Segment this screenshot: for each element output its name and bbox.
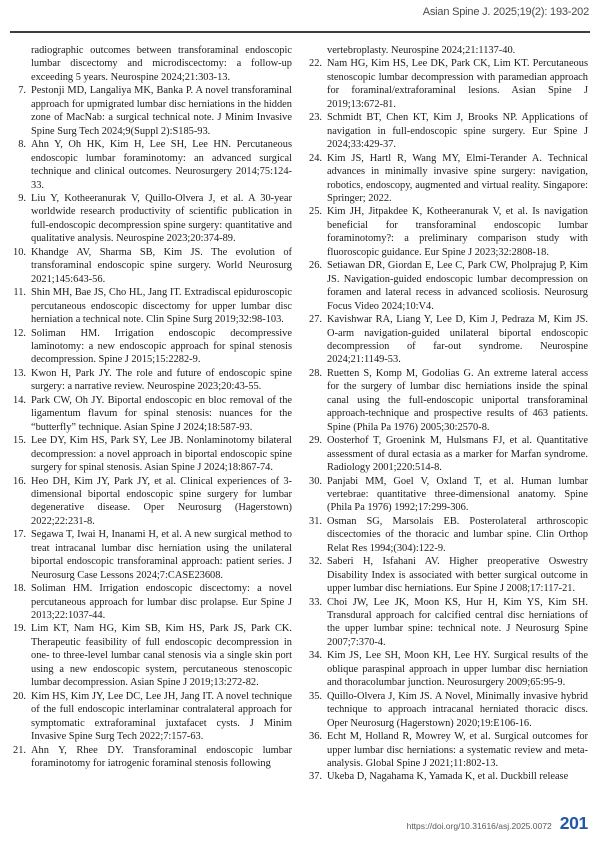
reference-item <box>11 475 292 529</box>
reference-number: 8. <box>18 139 26 151</box>
reference-number: 17. <box>13 529 26 541</box>
reference-text: Pestonji MD, Langaliya MK, Banka P. A novel transforaminal approach for upmigrated lumbar disc herniations in the hidden zone of MacNab: a surgical technical note. J Minim Invasive Spine Surg Tech 2024;9(Suppl 2):S185-93. <box>31 85 292 137</box>
reference-item <box>11 138 292 192</box>
reference-item <box>307 475 588 515</box>
reference-text: Ahn Y, Rhee DY. Transforaminal endoscopic lumbar foraminotomy for iatrogenic foraminal stenosis following <box>31 744 292 770</box>
reference-item <box>11 434 292 474</box>
reference-text: Choi JW, Lee JK, Moon KS, Hur H, Kim YS, Kim SH. Transdural approach for calcified central disc herniations of the upper lumbar spine: technical note. J Neurosurg Spine 2007;7:370-4. <box>327 596 588 648</box>
reference-number: 36. <box>309 731 322 743</box>
reference-continuation: radiographic outcomes between transforaminal endoscopic lumbar discectomy and microdiscectomy: a follow-up exceeding 5 years. Neurospine 2024;21:303-13. <box>31 45 292 83</box>
reference-text: Khandge AV, Sharma SB, Kim JS. The evolution of transforaminal endoscopic spine surgery. World Neurosurg 2021;145:643-56. <box>31 246 292 285</box>
running-head-journal-citation: Asian Spine J. 2025;19(2): 193-202 <box>422 6 589 18</box>
reference-number: 18. <box>13 583 26 595</box>
reference-number: 34. <box>309 650 322 662</box>
reference-item <box>307 690 588 730</box>
reference-item <box>11 582 292 622</box>
reference-number: 10. <box>13 246 26 258</box>
reference-number: 29. <box>309 435 322 447</box>
reference-number: 13. <box>13 367 26 379</box>
reference-item <box>307 730 588 770</box>
reference-number: 11. <box>13 287 26 299</box>
reference-item <box>307 649 588 689</box>
reference-item <box>307 57 588 111</box>
reference-number: 32. <box>309 556 322 568</box>
reference-text: Kim JS, Hartl R, Wang MY, Elmi-Terander A. Technical advances in minimally invasive spine surgery: navigation, robotics, endoscopy, augmented and virtual reality. Singapore: Springer; 2022. <box>327 152 588 204</box>
reference-number: 30. <box>309 475 322 487</box>
reference-text: Ruetten S, Komp M, Godolias G. An extreme lateral access for the surgery of lumbar disc herniations inside the spinal canal using the full-endoscopic uniportal transforaminal approach-technique and prospective results of 463 patients. Spine (Phila Pa 1976) 2005;30:2570-8. <box>327 367 588 433</box>
reference-text: Osman SG, Marsolais EB. Posterolateral arthroscopic discectomies of the thoracic and lumbar spine. Clin Orthop Relat Res 1994;(304):122-9. <box>327 515 588 554</box>
reference-item <box>11 744 292 771</box>
reference-text: Setiawan DR, Giordan E, Lee C, Park CW, Pholprajug P, Kim JS. Navigation-guided endoscopic lumbar decompression on foramen and lateral recess in advanced scoliosis. Neurosurg Focus Video 2024;10:V4. <box>327 260 588 312</box>
reference-item <box>11 367 292 394</box>
reference-number: 14. <box>13 394 26 406</box>
reference-number: 15. <box>13 435 26 447</box>
page-footer <box>407 813 588 834</box>
reference-number: 23. <box>309 112 322 124</box>
reference-number: 35. <box>309 690 322 702</box>
reference-item <box>307 259 588 313</box>
reference-number: 9. <box>18 192 26 204</box>
reference-text: Lim KT, Nam HG, Kim SB, Kim HS, Park JS, Park CK. Therapeutic feasibility of full endoscopic decompression in one- to three-level lumbar canal stenosis via a single skin port using a new endoscopic system, percutaneous stenoscopic lumbar decompression. Asian Spine J 2019;13:272-82. <box>31 623 292 689</box>
reference-item <box>11 622 292 689</box>
reference-number: 25. <box>309 206 322 218</box>
reference-item <box>11 528 292 582</box>
doi-text: https://doi.org/10.31616/asj.2025.0072 <box>406 821 552 831</box>
reference-text: Shin MH, Bae JS, Cho HL, Jang IT. Extradiscal epiduroscopic percutaneous endoscopic discectomy for upper lumbar disc herniation a technical note. Clin Spine Surg 2019;32:98-103. <box>31 287 292 326</box>
reference-number: 20. <box>13 690 26 702</box>
reference-number: 37. <box>309 771 322 783</box>
references-right-column <box>307 44 588 784</box>
reference-text: Schmidt BT, Chen KT, Kim J, Brooks NP. Applications of navigation in full-endoscopic spine surgery. Eur Spine J 2024;33:429-37. <box>327 112 588 151</box>
reference-item <box>307 152 588 206</box>
reference-text: Ukeba D, Nagahama K, Yamada K, et al. Duckbill release <box>327 771 569 783</box>
reference-number: 21. <box>13 744 26 756</box>
reference-text: Soliman HM. Irrigation endoscopic discectomy: a novel percutaneous approach for lumbar disc prolapse. Eur Spine J 2013;22:1037-44. <box>31 583 292 622</box>
reference-item <box>11 192 292 246</box>
reference-item <box>11 394 292 434</box>
reference-number: 28. <box>309 367 322 379</box>
reference-item <box>307 434 588 474</box>
reference-text: Kwon H, Park JY. The role and future of endoscopic spine surgery: a narrative review. Neurospine 2023;20:43-55. <box>31 367 292 393</box>
reference-item <box>11 286 292 326</box>
reference-item <box>11 246 292 286</box>
reference-item <box>307 515 588 555</box>
reference-item <box>307 770 588 783</box>
reference-item <box>307 367 588 434</box>
reference-item <box>307 555 588 595</box>
reference-number: 7. <box>18 85 26 97</box>
reference-text: Kavishwar RA, Liang Y, Lee D, Kim J, Pedraza M, Kim JS. O-arm navigation-guided unilateral biportal endoscopic decompression of far-out syndrome. Neurospine 2024;21:1149-53. <box>327 314 588 366</box>
reference-text: Echt M, Holland R, Mowrey W, et al. Surgical outcomes for upper lumbar disc herniations: a systematic review and meta-analysis. Global Spine J 2021;11:802-13. <box>327 731 588 770</box>
reference-text: Nam HG, Kim HS, Lee DK, Park CK, Lim KT. Percutaneous stenoscopic lumbar decompression with paramedian approach for foraminal/extraforaminal lesions. Asian Spine J 2019;13:672-81. <box>327 58 588 110</box>
reference-item <box>11 690 292 744</box>
reference-item <box>11 327 292 367</box>
reference-number: 31. <box>309 515 322 527</box>
reference-text: Lee DY, Kim HS, Park SY, Lee JB. Nonlaminotomy bilateral decompression: a novel approach in biportal endoscopic spine surgery for spinal stenosis. Asian Spine J 2024;18:867-74. <box>31 435 292 474</box>
reference-number: 16. <box>13 475 26 487</box>
reference-number: 12. <box>13 327 26 339</box>
reference-item <box>11 84 292 138</box>
reference-number: 26. <box>309 260 322 272</box>
reference-continuation: vertebroplasty. Neurospine 2024;21:1137-40. <box>327 45 516 56</box>
reference-number: 33. <box>309 596 322 608</box>
reference-text: Kim JH, Jitpakdee K, Kotheeranurak V, et al. Is navigation beneficial for transforaminal endoscopic lumbar foraminotomy?: a preliminary comparison study with fluoroscopic guidance. Eur Spine J 2023;32:2808-18. <box>327 206 588 258</box>
reference-number: 27. <box>309 314 322 326</box>
reference-item <box>307 313 588 367</box>
reference-text: Panjabi MM, Goel V, Oxland T, et al. Human lumbar vertebrae: quantitative three-dimensional anatomy. Spine (Phila Pa 1976) 1992;17:299-306. <box>327 475 588 514</box>
reference-text: Park CW, Oh JY. Biportal endoscopic en bloc removal of the ligamentum flavum for spinal stenosis: nuances for the “butterfly” technique. Asian Spine J 2024;18:587-93. <box>31 394 292 433</box>
reference-item <box>307 111 588 151</box>
references-left-column <box>11 44 292 784</box>
reference-text: Oosterhof T, Groenink M, Hulsmans FJ, et al. Quantitative assessment of dural ectasia as a marker for Marfan syndrome. Radiology 2001;220:514-8. <box>327 435 588 474</box>
header-rule <box>10 31 590 33</box>
reference-text: Saberi H, Isfahani AV. Higher preoperative Oswestry Disability Index is associated with better surgical outcome in upper lumbar disc herniations. Eur Spine J 2008;17:117-21. <box>327 556 588 595</box>
reference-text: Segawa T, Iwai H, Inanami H, et al. A new surgical method to treat intracanal lumbar disc herniation using the unilateral biportal endoscopic transforaminal approach: patient series. J Neurosurg Case Lessons 2024;7:CASE23608. <box>31 529 292 581</box>
reference-text: Kim JS, Lee SH, Moon KH, Lee HY. Surgical results of the oblique paraspinal approach in upper lumbar disc herniation and thoracolumbar junction. Neurosurgery 2009;65:95-9. <box>327 650 588 689</box>
reference-text: Kim HS, Kim JY, Lee DC, Lee JH, Jang IT. A novel technique of the full endoscopic interlaminar contralateral approach for symptomatic extraforaminal juxtafacet cysts. J Minim Invasive Spine Surg Tech 2022;7:157-63. <box>31 690 292 743</box>
reference-item <box>307 596 588 650</box>
reference-text: Ahn Y, Oh HK, Kim H, Lee SH, Lee HN. Percutaneous endoscopic lumbar foraminotomy: an advanced surgical technique and clinical outcomes. Neurosurgery 2014;75:124-33. <box>31 139 292 191</box>
reference-number: 24. <box>309 152 322 164</box>
reference-text: Heo DH, Kim JY, Park JY, et al. Clinical experiences of 3-dimensional biportal endoscopic spine surgery for lumbar degenerative disease. Oper Neurosurg (Hagerstown) 2022;22:231-8. <box>31 475 292 527</box>
reference-text: Quillo-Olvera J, Kim JS. A Novel, Minimally invasive hybrid technique to approach intracanal herniated thoracic discs. Oper Neurosurg (Hagerstown) 2020;19:E106-16. <box>327 690 588 729</box>
page-number: 201 <box>559 813 588 833</box>
reference-number: 22. <box>309 58 322 70</box>
reference-item <box>307 205 588 259</box>
reference-text: Soliman HM. Irrigation endoscopic decompressive laminotomy: a new endoscopic approach for spinal stenosis decompression. Spine J 2015;15:2282-9. <box>31 327 292 366</box>
reference-number: 19. <box>13 623 26 635</box>
reference-text: Liu Y, Kotheeranurak V, Quillo-Olvera J, et al. A 30-year worldwide research productivity of scientific publication in full-endoscopic decompression spine surgery: quantitative and qualitative analysis. Neurospine 2023;20:374-89. <box>31 192 292 245</box>
references-section <box>11 44 589 784</box>
